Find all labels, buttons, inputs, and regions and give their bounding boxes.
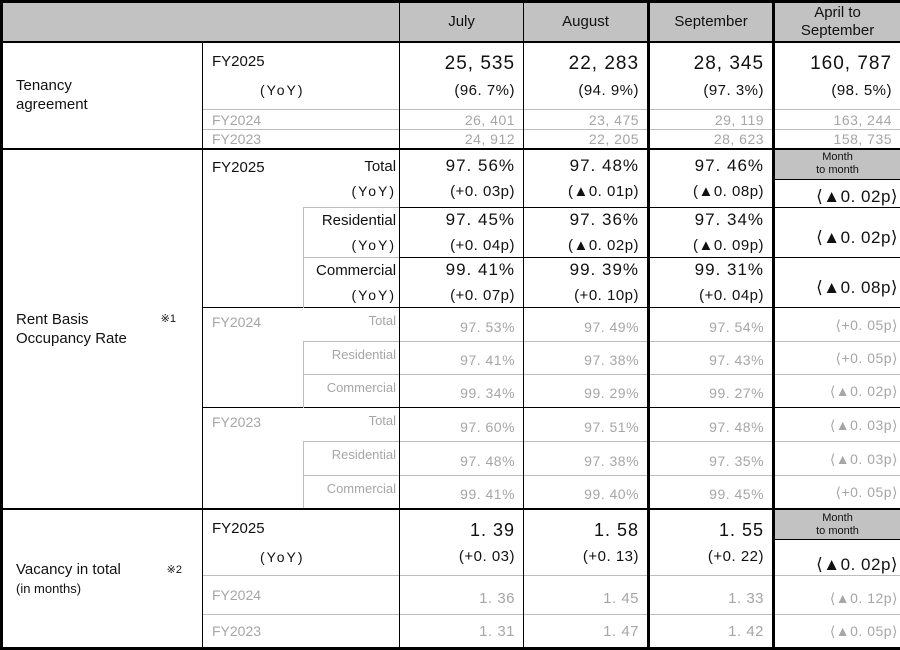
occupancy-footnote-mark: ※1 <box>161 310 176 325</box>
tenancy-fy2023-september-value: 28, 623 <box>649 130 774 149</box>
vacancy-fy2025-august-cell <box>524 509 649 576</box>
occupancy-fy2025-total-july-yoy: (+0. 03p) <box>450 183 515 200</box>
tenancy-fy2024-september-value: 29, 119 <box>649 110 774 130</box>
occupancy-fy2025-total-august-yoy: (▲0. 01p) <box>568 183 639 200</box>
vacancy-footnote-mark: ※2 <box>167 561 182 578</box>
tenancy-fy2025-year-label: FY2025 <box>212 53 399 70</box>
occupancy-fy2024-total-july-value: 97. 53% <box>400 307 524 341</box>
vacancy-fy2023-july-value: 1. 31 <box>400 615 524 649</box>
tenancy-fy2025-row <box>2 42 900 110</box>
occupancy-fy2025-residential-july-cell <box>400 207 524 257</box>
occupancy-fy2024-residential-september-value: 97. 43% <box>649 341 774 374</box>
month-to-month-header <box>775 150 900 180</box>
tenancy-fy2024-july-value: 26, 401 <box>400 110 524 130</box>
occupancy-fy2023-commercial-july-value: 99. 41% <box>400 475 524 509</box>
vacancy-fy2023-september-value: 1. 42 <box>649 615 774 649</box>
occupancy-fy2023-total-august-value: 97. 51% <box>524 407 649 441</box>
occupancy-fy2023-residential-august-value: 97. 38% <box>524 441 649 475</box>
occupancy-fy2025-residential-august-cell <box>524 207 649 257</box>
occupancy-fy2024-residential-august-value: 97. 38% <box>524 341 649 374</box>
tenancy-fy2025-total-value: 160, 787 <box>810 53 892 75</box>
header-july: July <box>400 2 524 42</box>
occupancy-fy2025-total-label-cell <box>304 149 400 208</box>
vacancy-section-label-cell <box>2 509 203 649</box>
tenancy-fy2025-july-cell <box>400 42 524 110</box>
occupancy-fy2025-residential-mtm-value: ⟨▲0. 02p⟩ <box>774 207 900 257</box>
occupancy-fy2025-total-label: Total <box>364 158 396 175</box>
occupancy-fy2023-year-label: FY2023 <box>203 407 304 509</box>
occupancy-fy2025-total-august-cell <box>524 149 649 208</box>
tenancy-fy2025-label-cell <box>203 42 400 110</box>
occupancy-fy2023-commercial-mtm-value: ⟨+0. 05p⟩ <box>774 475 900 509</box>
occupancy-fy2023-commercial-august-value: 99. 40% <box>524 475 649 509</box>
tenancy-fy2024-label: FY2024 <box>203 110 400 130</box>
occupancy-fy2025-total-august-value: 97. 48% <box>570 156 639 176</box>
tenancy-fy2024-total-value: 163, 244 <box>774 110 900 130</box>
vacancy-fy2025-july-cell <box>400 509 524 576</box>
occupancy-fy2024-commercial-july-value: 99. 34% <box>400 374 524 407</box>
header-august: August <box>524 2 649 42</box>
vacancy-fy2025-september-cell <box>649 509 774 576</box>
vacancy-month-to-month-cell <box>774 509 900 576</box>
tenancy-fy2025-total-yoy: (98. 5%) <box>831 82 892 99</box>
occupancy-fy2025-residential-july-value: 97. 45% <box>446 210 515 230</box>
header-row <box>2 2 900 42</box>
vacancy-fy2024-august-value: 1. 45 <box>524 576 649 615</box>
occupancy-fy2024-commercial-september-value: 99. 27% <box>649 374 774 407</box>
vacancy-fy2023-august-value: 1. 47 <box>524 615 649 649</box>
vacancy-fy2024-july-value: 1. 36 <box>400 576 524 615</box>
occupancy-fy2025-residential-yoy-label: (YoY) <box>352 237 397 253</box>
occupancy-fy2025-commercial-july-yoy: (+0. 07p) <box>450 287 515 304</box>
month-to-month-header <box>775 510 900 540</box>
vacancy-fy2023-mtm-value: ⟨▲0. 05p⟩ <box>774 615 900 649</box>
vacancy-fy2025-label-cell <box>203 509 400 576</box>
month-to-month-line2: to month <box>816 164 859 177</box>
occupancy-fy2025-commercial-yoy-label: (YoY) <box>352 287 397 303</box>
occupancy-fy2023-residential-label: Residential <box>304 441 400 475</box>
occupancy-fy2023-total-label: Total <box>304 407 400 441</box>
occupancy-fy2025-commercial-september-value: 99. 31% <box>695 260 764 280</box>
tenancy-fy2023-label: FY2023 <box>203 130 400 149</box>
occupancy-fy2024-residential-label: Residential <box>304 341 400 374</box>
occupancy-fy2023-residential-july-value: 97. 48% <box>400 441 524 475</box>
occupancy-section-label: Rent Basis Occupancy Rate <box>16 310 140 348</box>
occupancy-fy2024-commercial-mtm-value: ⟨▲0. 02p⟩ <box>774 374 900 407</box>
occupancy-fy2024-year-label: FY2024 <box>203 307 304 407</box>
vacancy-fy2025-july-yoy: (+0. 03) <box>459 548 515 565</box>
tenancy-section-label: Tenancy agreement <box>16 76 108 114</box>
tenancy-fy2023-august-value: 22, 205 <box>524 130 649 149</box>
occupancy-fy2025-residential-august-yoy: (▲0. 02p) <box>568 237 639 254</box>
occupancy-fy2025-commercial-label-cell <box>304 257 400 307</box>
occupancy-fy2025-total-september-yoy: (▲0. 08p) <box>693 183 764 200</box>
occupancy-month-to-month-cell <box>774 149 900 208</box>
occupancy-fy2025-commercial-august-value: 99. 39% <box>570 260 639 280</box>
occupancy-fy2024-total-label: Total <box>304 307 400 341</box>
tenancy-fy2025-total-cell <box>774 42 900 110</box>
vacancy-unit-label: (in months) <box>16 581 202 596</box>
occupancy-fy2025-residential-august-value: 97. 36% <box>570 210 639 230</box>
tenancy-fy2025-september-cell <box>649 42 774 110</box>
vacancy-fy2025-yoy-label: (YoY) <box>260 549 399 565</box>
occupancy-fy2023-commercial-september-value: 99. 45% <box>649 475 774 509</box>
occupancy-fy2025-total-july-value: 97. 56% <box>446 156 515 176</box>
occupancy-fy2024-residential-mtm-value: ⟨+0. 05p⟩ <box>774 341 900 374</box>
tenancy-fy2025-yoy-label: (YoY) <box>260 82 399 98</box>
occupancy-fy2025-year-label: FY2025 <box>203 149 304 308</box>
vacancy-fy2025-august-yoy: (+0. 13) <box>583 548 639 565</box>
occupancy-fy2025-total-yoy-label: (YoY) <box>352 183 397 199</box>
occupancy-fy2025-commercial-july-cell <box>400 257 524 307</box>
tenancy-fy2023-july-value: 24, 912 <box>400 130 524 149</box>
occupancy-fy2025-commercial-august-yoy: (+0. 10p) <box>574 287 639 304</box>
vacancy-fy2025-mtm-value: ⟨▲0. 02p⟩ <box>775 540 900 575</box>
occupancy-fy2024-commercial-august-value: 99. 29% <box>524 374 649 407</box>
occupancy-fy2024-commercial-label: Commercial <box>304 374 400 407</box>
occupancy-fy2025-residential-label: Residential <box>322 212 396 229</box>
occupancy-fy2025-commercial-july-value: 99. 41% <box>446 260 515 280</box>
tenancy-fy2024-august-value: 23, 475 <box>524 110 649 130</box>
vacancy-fy2025-september-yoy: (+0. 22) <box>708 548 764 565</box>
header-april-to-september <box>774 2 900 42</box>
tenancy-fy2025-september-yoy: (97. 3%) <box>703 82 764 99</box>
header-april-to-september-label: April to September <box>794 4 882 40</box>
occupancy-fy2025-residential-label-cell <box>304 207 400 257</box>
header-empty-cell <box>2 2 400 42</box>
occupancy-fy2023-total-july-value: 97. 60% <box>400 407 524 441</box>
vacancy-fy2025-july-value: 1. 39 <box>470 520 515 541</box>
occupancy-fy2025-commercial-september-cell <box>649 257 774 307</box>
occupancy-fy2023-total-mtm-value: ⟨▲0. 03p⟩ <box>774 407 900 441</box>
tenancy-fy2025-september-value: 28, 345 <box>694 53 764 75</box>
vacancy-fy2023-label: FY2023 <box>203 615 400 649</box>
occupancy-fy2025-total-september-value: 97. 46% <box>695 156 764 176</box>
occupancy-fy2025-commercial-september-yoy: (+0. 04p) <box>699 287 764 304</box>
vacancy-fy2025-row <box>2 509 900 576</box>
occupancy-fy2024-total-august-value: 97. 49% <box>524 307 649 341</box>
occupancy-fy2023-commercial-label: Commercial <box>304 475 400 509</box>
vacancy-fy2024-september-value: 1. 33 <box>649 576 774 615</box>
occupancy-fy2024-total-september-value: 97. 54% <box>649 307 774 341</box>
tenancy-fy2025-august-value: 22, 283 <box>569 53 639 75</box>
occupancy-fy2025-total-mtm-value: ⟨▲0. 02p⟩ <box>775 180 900 207</box>
tenancy-fy2023-total-value: 158, 735 <box>774 130 900 149</box>
vacancy-section-label: Vacancy in total <box>16 561 121 578</box>
vacancy-fy2025-august-value: 1. 58 <box>594 520 639 541</box>
header-september: September <box>649 2 774 42</box>
occupancy-fy2025-commercial-mtm-value: ⟨▲0. 08p⟩ <box>774 257 900 307</box>
occupancy-fy2025-residential-september-cell <box>649 207 774 257</box>
vacancy-fy2025-year-label: FY2025 <box>212 520 399 537</box>
occupancy-section-label-cell <box>2 149 203 510</box>
occupancy-fy2024-residential-july-value: 97. 41% <box>400 341 524 374</box>
vacancy-fy2024-mtm-value: ⟨▲0. 12p⟩ <box>774 576 900 615</box>
tenancy-fy2025-august-cell <box>524 42 649 110</box>
occupancy-fy2025-total-row <box>2 149 900 208</box>
occupancy-fy2024-total-mtm-value: ⟨+0. 05p⟩ <box>774 307 900 341</box>
occupancy-fy2025-commercial-august-cell <box>524 257 649 307</box>
vacancy-fy2024-label: FY2024 <box>203 576 400 615</box>
occupancy-fy2025-total-september-cell <box>649 149 774 208</box>
occupancy-fy2025-residential-july-yoy: (+0. 04p) <box>450 237 515 254</box>
month-to-month-line1: Month <box>822 151 853 164</box>
month-to-month-line2: to month <box>816 525 859 538</box>
occupancy-fy2023-residential-september-value: 97. 35% <box>649 441 774 475</box>
occupancy-fy2025-residential-september-value: 97. 34% <box>695 210 764 230</box>
occupancy-fy2023-total-september-value: 97. 48% <box>649 407 774 441</box>
vacancy-fy2025-september-value: 1. 55 <box>719 520 764 541</box>
month-to-month-line1: Month <box>822 512 853 525</box>
occupancy-fy2023-residential-mtm-value: ⟨▲0. 03p⟩ <box>774 441 900 475</box>
tenancy-fy2025-august-yoy: (94. 9%) <box>578 82 639 99</box>
tenancy-fy2025-july-value: 25, 535 <box>445 53 515 75</box>
occupancy-fy2025-residential-september-yoy: (▲0. 09p) <box>693 237 764 254</box>
tenancy-fy2025-july-yoy: (96. 7%) <box>454 82 515 99</box>
tenancy-section-label-cell <box>2 42 203 149</box>
occupancy-fy2025-commercial-label: Commercial <box>316 262 396 279</box>
occupancy-fy2025-total-july-cell <box>400 149 524 208</box>
